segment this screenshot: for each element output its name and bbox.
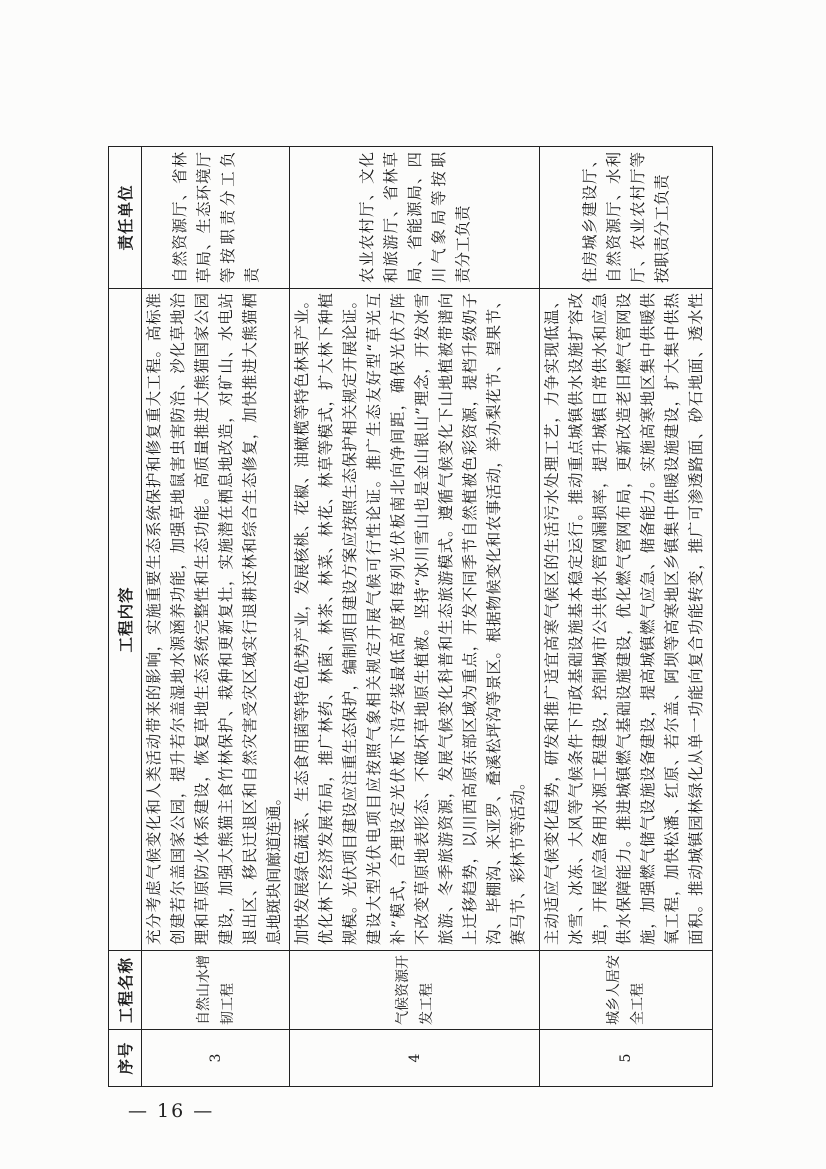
content-line: 理和草原防火体系建设，恢复草地生态系统完整性和生态功能。高质量推进大熊猫国家公园 (193, 293, 211, 945)
content-line: 加快发展绿色蔬菜、生态食用菌等特色优势产业，发展核桃、花椒、油橄榄等特色林果产业。 (293, 293, 311, 945)
project-name-line: 全工程 (630, 983, 646, 1025)
content-line: 沟、毕棚沟、米亚罗、叠溪松坪沟等景区。根据物候变化和农事活动，举办梨花节、望果节、 (485, 293, 503, 945)
project-content-cell (290, 289, 540, 951)
responsible-line: 厅、农业农村厅等 (629, 152, 647, 283)
responsible-line: 川气象局等按职 (429, 152, 448, 283)
responsible-line: 等按职责分工负 (218, 152, 237, 283)
project-content-cell (540, 289, 713, 951)
table-row (290, 147, 540, 1087)
header-responsible: 责任单位 (109, 147, 142, 289)
project-name-cell (290, 951, 540, 1030)
row-index: 3 (142, 1030, 290, 1087)
row-index: 4 (290, 1030, 540, 1087)
content-line: 面积。推动城镇园林绿化从单一功能向复合功能转变，推广可渗透路面、砂石地面、透水性 (687, 293, 705, 945)
content-line: 冰雪、冰冻、大风等气候条件下市政基础设施基本稳定运行。推动重点城镇供水设施扩容改 (567, 293, 585, 945)
content-line: 造，开展应急备用水源工程建设，控制城市公共供水管网漏损率，提升城镇日常供水和应急 (591, 293, 609, 945)
responsible-cell (142, 147, 290, 289)
content-line: 创建若尔盖国家公园，提升若尔盖湿地水源涵养功能，加强草地鼠害虫害防治、沙化草地治 (169, 293, 187, 945)
project-name-cell (142, 951, 290, 1030)
project-content-cell (142, 289, 290, 951)
responsible-line: 局、省能源局、四 (405, 152, 424, 283)
responsible-line: 按职责分工负责 (653, 174, 671, 283)
responsible-line: 草局、生态环境厅 (194, 152, 213, 283)
project-name-line: 城乡人居安 (606, 955, 622, 1025)
content-line: 建设，加强大熊猫主食竹林保护、栽种和更新复壮，实施潜在栖息地改造，对矿山、水电站 (217, 293, 235, 945)
content-line: 优化林下经济发展布局，推广林药、林菌、林茶、林菜、林花、林草等模式，扩大林下种植 (317, 293, 335, 945)
page-number: — 16 — (128, 1100, 215, 1122)
project-name-line: 韧工程 (219, 983, 236, 1025)
project-name-line: 气候资源开 (394, 955, 411, 1025)
responsible-line: 住房城乡建设厅、 (581, 152, 599, 283)
responsible-line: 自然资源厅、省林 (170, 152, 189, 283)
responsible-cell (290, 147, 540, 289)
row-index: 5 (540, 1030, 713, 1087)
content-line: 旅游、冬季旅游资源，发展气候变化科普和生态旅游模式。遵循气候变化下山地植被带谱向 (437, 293, 455, 945)
header-name: 工程名称 (109, 951, 142, 1030)
table-header-row (109, 147, 142, 1087)
content-line: 氧工程，加快松潘、红原、若尔盖、阿坝等高寒地区乡镇集中供暖设施建设，扩大集中供热 (663, 293, 681, 945)
rotated-table-container (108, 147, 712, 1087)
project-table (108, 146, 713, 1087)
project-name-cell (540, 951, 713, 1030)
project-name-line: 自然山水增 (195, 955, 212, 1025)
content-line: 赛马节、彩林节等活动。 (509, 774, 527, 945)
content-line: 建设大型光伏电项目应按照气象相关规定开展气候可行性论证。推广生态友好型“草光互 (365, 293, 383, 945)
content-line: 息地斑块间廊道连通。 (265, 789, 283, 945)
table-row (142, 147, 290, 1087)
responsible-line: 责分工负责 (453, 205, 472, 283)
responsible-cell (540, 147, 713, 289)
content-line: 上迁移趋势，以川西高原东部区域为重点，开发不同季节自然植被色彩资源，提档升级奶子 (461, 293, 479, 945)
content-line: 规模。光伏项目建设应注重生态保护，编制项目建设方案应按照生态保护相关规定开展论证。 (341, 293, 359, 945)
content-line: 补”模式，合理设定光伏板下沿安装最低高度和每列光伏板南北向净间距，确保光伏方阵 (389, 293, 407, 945)
responsible-line: 自然资源厅、水利 (605, 152, 623, 283)
content-line: 供水保障能力。推进城镇燃气基础设施建设，优化燃气管网布局，更新改造老旧燃气管网设 (615, 293, 633, 945)
content-line: 退出区、移民迁退区和自然灾害受灾区域实行退耕还林和综合生态修复，加快推进大熊猫栖 (241, 293, 259, 945)
project-name-line: 发工程 (418, 983, 435, 1025)
content-line: 充分考虑气候变化和人类活动带来的影响，实施重要生态系统保护和修复重大工程。高标准 (145, 293, 163, 945)
table-row (540, 147, 713, 1087)
content-line: 施，加强燃气储气设施设备建设，提高城镇燃气应急、储备能力。实施高寒地区集中供暖供 (639, 293, 657, 945)
header-index: 序号 (109, 1030, 142, 1087)
header-content: 工程内容 (109, 289, 142, 951)
content-line: 主动适应气候变化趋势，研发和推广适宜高寒气候区的生活污水处理工艺，力争实现低温、 (543, 293, 561, 945)
content-line: 不改变草原地表形态、不破坏草地原生植被。坚持“冰川雪山也是金山银山”理念，开发冰雪 (413, 293, 431, 945)
responsible-line: 和旅游厅、省林草 (381, 152, 400, 283)
responsible-line: 农业农村厅、文化 (357, 152, 376, 283)
responsible-line: 责 (242, 267, 261, 283)
